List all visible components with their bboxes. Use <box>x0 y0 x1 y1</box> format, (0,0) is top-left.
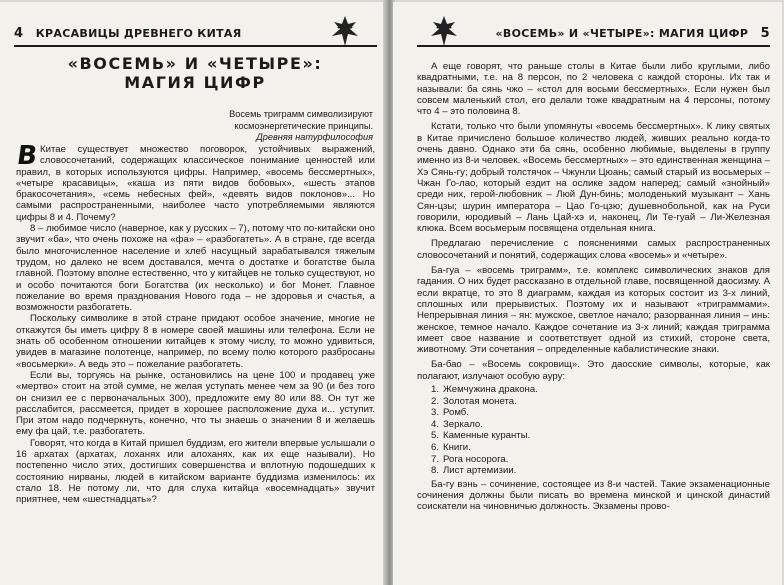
list-item: 5. Каменные куранты. <box>431 430 531 442</box>
paragraph: А еще говорят, что раньше столы в Китае были либо круглыми, либо квадратными, т.е. на 8 персон, по 2 человека с каждой стороны. Их так и называли: ба сянь чжо – «стол для восьми бессмертных». Если нужен был совсем маленький стол, его делали тоже квадратным на 4 персоны, потому что 4 – это половина 8. <box>417 61 770 118</box>
paragraph: Китае существует множество поговорок, устойчивых выражений, словосочетаний, содержащих классическое понимание ценностей или правил, в которых используются цифры. Например, «восемь бессмертных», «четыре красавицы», «каша из пяти видов бобовых», «шесть этапов бракосочетания», «семь небесных фей», «девять видов поклонов»... Но самыми распространенными, наиболее часто употребляемыми являются цифры 8 и 4. Почему? <box>16 144 375 223</box>
list-item: 2. Золотая монета. <box>431 395 517 407</box>
list-item: 8. Лист артемизии. <box>431 465 517 477</box>
chapter-title-header: «ВОСЕМЬ» И «ЧЕТЫРЕ»: МАГИЯ ЦИФР <box>495 27 749 40</box>
paragraph: Поскольку символике в этой стране придают особое значение, многие не откажутся бы иметь цифру 8 в номере своей машины или телефона. Если не знать об особенном отношении китайцев к этому числу, то можно удивиться, увидев в магазине полотенце, например, по всему полю которого разбросаны «восьмерки». А ведь это – пожелание разбогатеть. <box>16 313 375 370</box>
header-rule-left <box>14 45 377 47</box>
drop-cap: В <box>14 141 40 171</box>
left-body-text <box>14 141 376 506</box>
epigraph <box>203 109 373 144</box>
right-page <box>393 2 782 585</box>
paragraph: Предлагаю перечисление с пояснениями самых распространенных словосочетаний и понятий, содержащих слова «восемь» и «четыре». <box>417 238 770 261</box>
paragraph: Кстати, только что были упомянуты «восемь бессмертных». К лику святых в Китае причислено большое количество людей, живших реально когда-то очень давно. Однако эти ба сянь, особенно любимые, выделены в группу именно из 8-и человек. «Восемь бессмертных» – это единственная женщина – Хэ Сянь-гу; добрый толстячок – Чжунли Цюань; самый старый из восьмерых – Чжан Го-лао, который ездит на ослике задом наперед; самый «знойный» среди них, герой-любовник – Люй Дун-бинь; молоденький музыкант – Хань Сян-цзы; шурин императора – Цао Го-цзю; душевнобольной, как на Руси говорили, юродивый – Лань Цай-хэ и, наконец, Ли Те-гуай – Ли-Железная клюка. Всем восьмерым посвящена отдельная книга. <box>417 121 770 235</box>
treasures-list <box>417 384 770 477</box>
paragraph: Ба-гуа – «восемь триграмм», т.е. комплекс символических знаков для гадания. О них будет рассказано в отдельной главе, посвященной даосизму. А если вкратце, то это 8 диаграмм, каждая из которых состоит из 3-х линий, сплошных или прерывистых. Поэтому их и называют «триграммами». Непрерывная линия – ян: мужское, светлое начало; разорванная линия – инь: женское, темное начало. Каждое сочетание из 3-х линий; каждая триграмма имеет свое название и соответствует одной из стихий, стороне света, животному. Эти сочетания – определенные кабалистические знаки. <box>417 265 770 356</box>
paragraph: Ба-бао – «Восемь сокровищ». Это даосские символы, которые, как полагают, излучают особую ауру: <box>417 359 770 382</box>
list-item: 1. Жемчужина дракона. <box>431 384 538 396</box>
paragraph: Говорят, что когда в Китай пришел буддизм, его жители впервые услышали о 16 архатах (архатах, лоханях или алоханях, как их еще называли). Но постепенно число этих, достигших совершенства и вплотную подошедших к состоянию нирваны, людей в китайском варианте буддизма изменилось: их стало 18. Не потому ли, что для слуха китайца «восемнадцать» звучит приятнее, чем «шестнадцать»? <box>16 437 376 506</box>
list-item: 7. Рога носорога. <box>431 453 509 465</box>
paragraph: Если вы, торгуясь на рынке, остановились на цене 100 и продавец уже «мертво» стоит на этой сумме, не желая уступать менее чем за 90 (и без того он снизил ее с первоначальных 300), предложите ему 80 или 88. Он тут же расслабится, рассмеется, придет в хорошее расположение духа и... уступит. При этом надо подчеркнуть, конечно, что ты знаешь о значении 8 и желаешь ему фа цай, т.е. разбогатеть. <box>16 369 375 438</box>
header-rule-right <box>417 45 770 47</box>
list-item: 3. Ромб. <box>431 407 469 419</box>
epigraph-text: Восемь триграмм символизируют космоэнергетические принципы. <box>229 109 373 131</box>
epigraph-source: Древняя натурфилософия <box>256 132 373 142</box>
list-item: 6. Книги. <box>431 441 471 453</box>
book-title-header: КРАСАВИЦЫ ДРЕВНЕГО КИТАЯ <box>35 27 242 40</box>
right-body-text <box>417 61 770 513</box>
page-number-left: 4 <box>14 26 24 41</box>
page-number-right: 5 <box>760 26 770 41</box>
dragon-ornament-icon <box>330 14 360 48</box>
chapter-title: «ВОСЕМЬ» И «ЧЕТЫРЕ»: МАГИЯ ЦИФР <box>67 54 323 92</box>
list-item: 4. Зеркало. <box>431 418 483 430</box>
paragraph: 8 – любимое число (наверное, как у русских – 7), потому что по-китайски оно звучит «ба», что очень похоже на «фа» – «разбогатеть». А в стране, где всегда было многочисленное население и хлеб насущный зарабатывался тяжелым трудом, но далеко не всем доставался, мечта о достатке и богатстве была главной. Поэтому вполне естественно, что у китайцев не только существуют, но и особо почитаются боги Богатства (их несколько) и бог Монет. Главное пожелание во время празднования Нового года – не здоровья и счастья, а возможности разбогатеть. <box>16 223 375 314</box>
paragraph: Ба-гу вэнь – сочинение, состоящее из 8-и частей. Такие экзаменационные сочинения должны были писать во времена минской и цинской династий соискатели на чиновничью должность. Экзамены прово- <box>417 478 770 513</box>
left-page <box>0 2 385 585</box>
